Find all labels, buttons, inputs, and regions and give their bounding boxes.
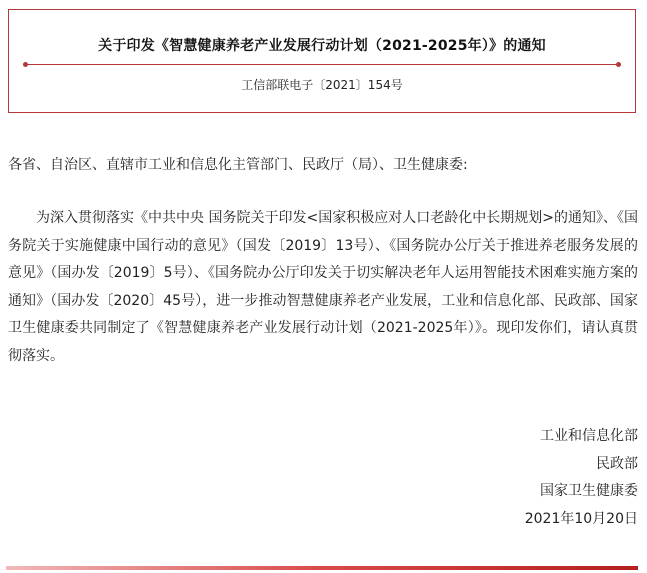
header-box xyxy=(8,9,636,113)
signature-org-mca: 民政部 xyxy=(596,455,638,472)
signature-org-miit: 工业和信息化部 xyxy=(540,428,638,444)
divider-dot-left-icon xyxy=(23,62,28,67)
salutation: 各省、自治区、直辖市工业和信息化主管部门、民政厅（局）、卫生健康委: xyxy=(8,157,468,173)
body-paragraph: 为深入贯彻落实《中共中央 国务院关于印发<国家积极应对人口老龄化中长期规划>的通知》、《国务院关于实施健康中国行动的意见》（国发〔2019〕13号）、《国务院办公厅关于推进养老服务发展的意见》（国办发〔2019〕5号）、《国务院办公厅印发关于切实解决老年人运用智能技术困难实施方案的通知》（国办发〔2020〕45号），进一步推动智慧健康养老产业发展，工业和信息化部、民政部、国家卫生健康委共同制定了《智慧健康养老产业发展行动计划（2021-2025年）》。现印发你们，请认真贯彻落实。 xyxy=(8,210,638,364)
document-number: 工信部联电子〔2021〕154号 xyxy=(241,78,403,92)
signature-org-nhc: 国家卫生健康委 xyxy=(540,483,638,499)
signature-date: 2021年10月20日 xyxy=(524,510,638,527)
signature-block xyxy=(525,423,638,533)
title-divider xyxy=(25,64,619,65)
divider-dot-right-icon xyxy=(616,62,621,67)
document-title: 关于印发《智慧健康养老产业发展行动计划（2021-2025年）》的通知 xyxy=(98,38,546,54)
bottom-divider xyxy=(6,566,638,570)
